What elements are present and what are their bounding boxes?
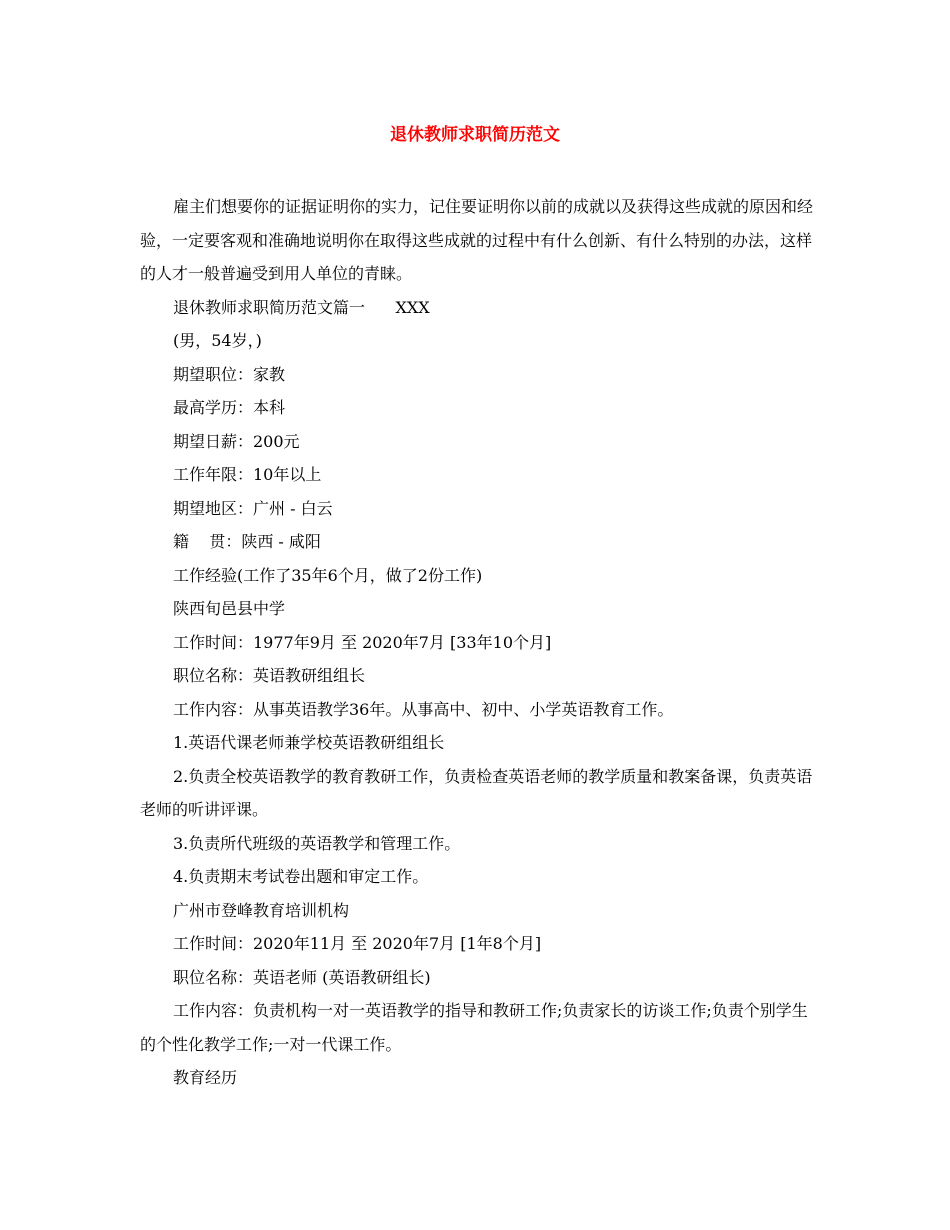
employer-1-period: 工作时间：1977年9月 至 2020年7月 [33年10个月] bbox=[173, 632, 552, 652]
employer-2-period: 工作时间：2020年11月 至 2020年7月 [1年8个月] bbox=[173, 934, 542, 953]
desired-position: 期望职位：家教 bbox=[173, 364, 286, 384]
native-place: 籍 贯：陕西 - 咸阳 bbox=[173, 532, 321, 551]
document-body bbox=[140, 190, 816, 1095]
work-years: 工作年限：10年以上 bbox=[173, 465, 322, 484]
intro-paragraph: 雇主们想要你的证据证明你的实力，记住要证明你以前的成就以及获得这些成就的原因和经验，一定要客观和准确地说明你在取得这些成就的过程中有什么创新、有什么特别的办法，这样的人才一般普遍受到用人单位的青睐。 bbox=[140, 197, 814, 283]
employer-1-content: 工作内容：从事英语教学36年。从事高中、初中、小学英语教育工作。 bbox=[173, 699, 674, 719]
duty-item-2: 2.负责全校英语教学的教育教研工作，负责检查英语老师的教学质量和教案备课，负责英语老师的听讲评课。 bbox=[140, 766, 813, 819]
duty-item-3: 3.负责所代班级的英语教学和管理工作。 bbox=[173, 833, 461, 853]
employer-2-content: 工作内容：负责机构一对一英语教学的指导和教研工作;负责家长的访谈工作;负责个别学生的个性化教学工作;一对一代课工作。 bbox=[140, 1001, 808, 1054]
education-heading: 教育经历 bbox=[173, 1068, 238, 1087]
employer-2-position: 职位名称：英语老师 (英语教研组长) bbox=[173, 967, 431, 987]
document-title: 退休教师求职简历范文 bbox=[390, 125, 560, 145]
desired-daily-pay: 期望日薪：200元 bbox=[173, 431, 300, 451]
work-experience-heading: 工作经验(工作了35年6个月，做了2份工作) bbox=[173, 565, 483, 585]
desired-region: 期望地区：广州 - 白云 bbox=[173, 498, 333, 518]
highest-education: 最高学历：本科 bbox=[173, 398, 286, 417]
employer-2-name: 广州市登峰教育培训机构 bbox=[173, 900, 350, 920]
employer-1-position: 职位名称：英语教研组组长 bbox=[173, 666, 366, 685]
personal-info: (男，54岁，) bbox=[173, 331, 262, 350]
employer-1-name: 陕西旬邑县中学 bbox=[173, 599, 286, 618]
duty-item-1: 1.英语代课老师兼学校英语教研组组长 bbox=[173, 733, 445, 752]
resume-heading: 退休教师求职简历范文篇一 XXX bbox=[173, 297, 430, 317]
duty-item-4: 4.负责期末考试卷出题和审定工作。 bbox=[173, 867, 429, 886]
